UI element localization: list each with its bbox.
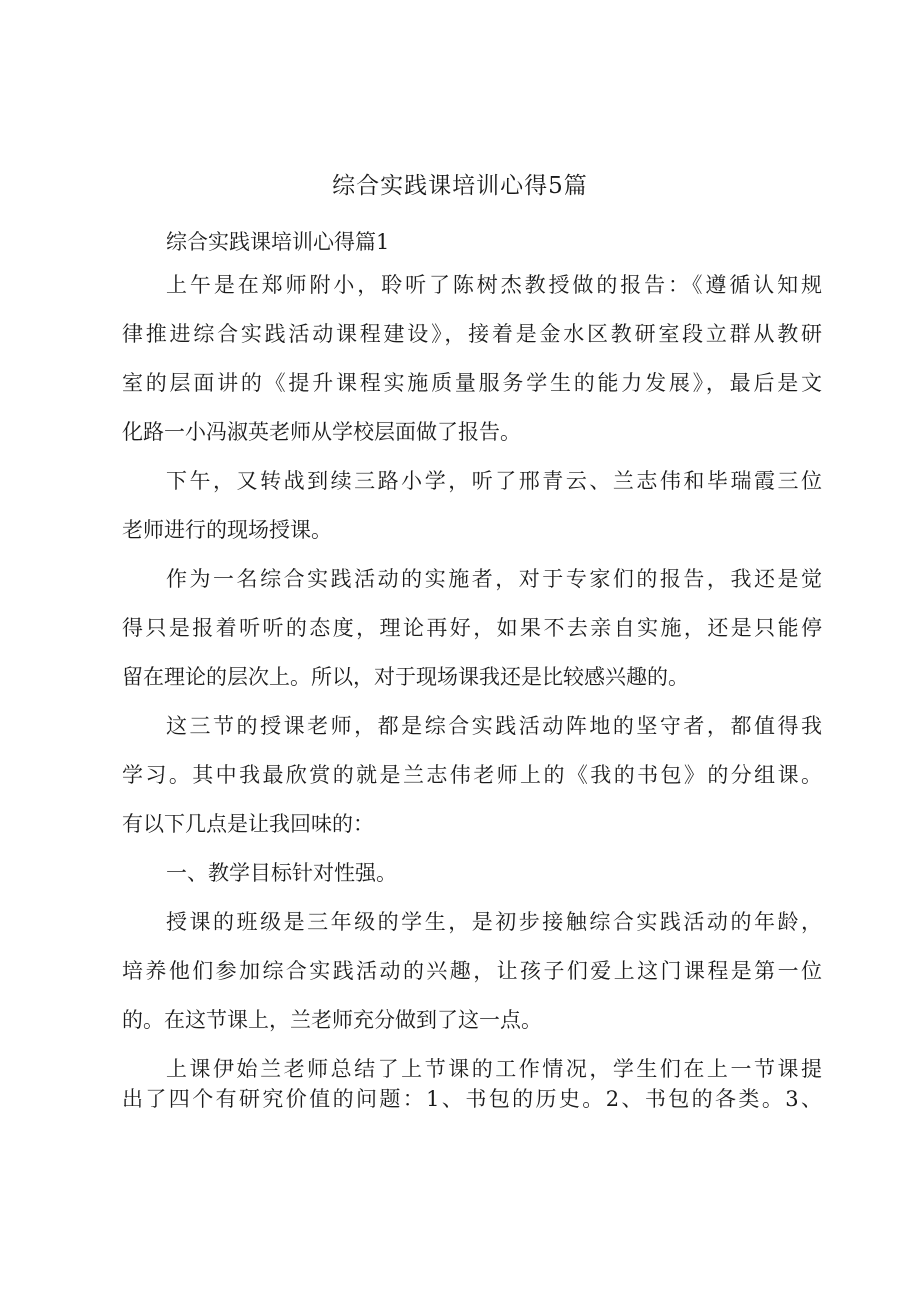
- paragraph-line: 上课伊始兰老师总结了上节课的工作情况，学生们在上一节课提: [166, 1057, 822, 1081]
- paragraph-line: 有以下几点是让我回味的：: [122, 812, 374, 836]
- paragraph-line: 化路一小冯淑英老师从学校层面做了报告。: [122, 420, 521, 444]
- paragraph-line: 的。在这节课上，兰老师充分做到了这一点。: [122, 1008, 542, 1032]
- paragraph-line: 这三节的授课老师，都是综合实践活动阵地的坚守者，都值得我: [166, 714, 822, 738]
- paragraph-line: 培养他们参加综合实践活动的兴趣，让孩子们爱上这门课程是第一位: [122, 959, 822, 983]
- paragraph-line: 留在理论的层次上。所以，对于现场课我还是比较感兴趣的。: [122, 665, 689, 689]
- paragraph-line: 得只是报着听听的态度，理论再好，如果不去亲自实施，还是只能停: [122, 616, 822, 640]
- document-title: 综合实践课培训心得5篇: [332, 173, 588, 199]
- paragraph-line: 授课的班级是三年级的学生，是初步接触综合实践活动的年龄，: [166, 910, 822, 934]
- paragraph-line: 出了四个有研究价值的问题：1、书包的历史。2、书包的各类。3、: [122, 1087, 822, 1111]
- paragraph-line: 室的层面讲的《提升课程实施质量服务学生的能力发展》，最后是文: [122, 371, 822, 395]
- list-heading: 一、教学目标针对性强。: [166, 861, 397, 885]
- section-heading: 综合实践课培训心得篇1: [166, 230, 390, 254]
- paragraph-line: 作为一名综合实践活动的实施者，对于专家们的报告，我还是觉: [166, 567, 822, 591]
- paragraph-line: 上午是在郑师附小，聆听了陈树杰教授做的报告：《遵循认知规: [166, 273, 822, 297]
- paragraph-line: 学习。其中我最欣赏的就是兰志伟老师上的《我的书包》的分组课。: [122, 763, 822, 787]
- paragraph-line: 律推进综合实践活动课程建设》，接着是金水区教研室段立群从教研: [122, 322, 822, 346]
- paragraph-line: 下午，又转战到续三路小学，听了邢青云、兰志伟和毕瑞霞三位: [166, 469, 822, 493]
- paragraph-line: 老师进行的现场授课。: [122, 518, 332, 542]
